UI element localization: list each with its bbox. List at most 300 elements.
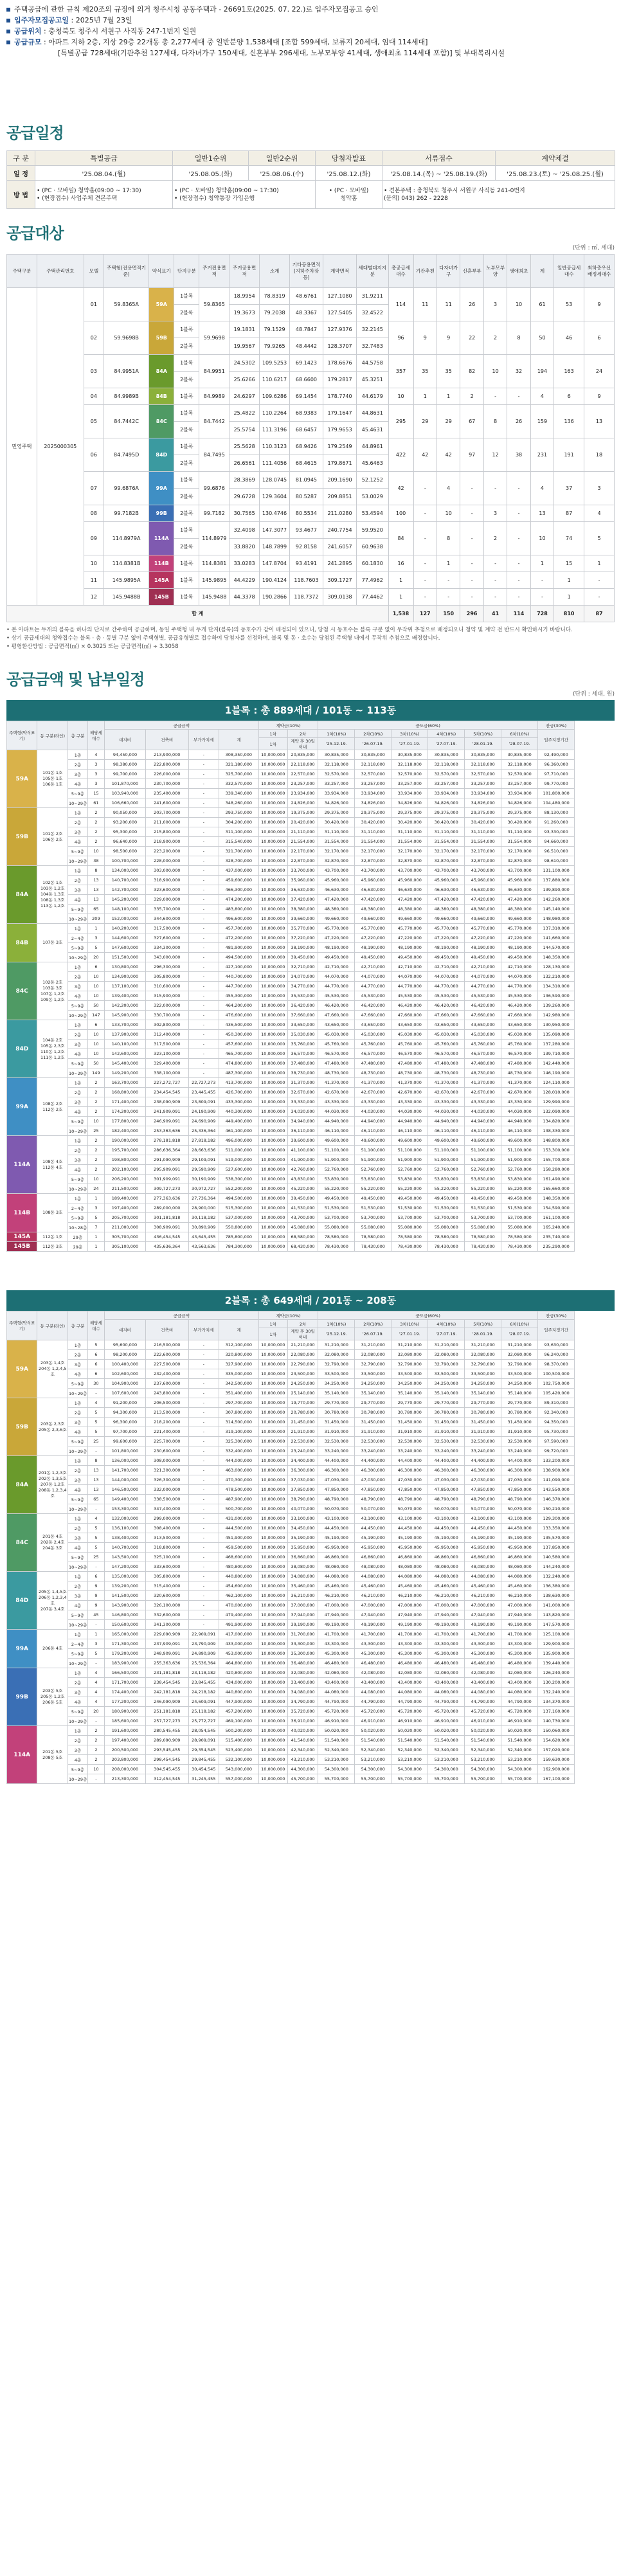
subtotal-area: 147.8704 xyxy=(260,555,290,572)
common-area: 44.4229 xyxy=(230,572,260,589)
special-units: 38 xyxy=(507,438,530,472)
pay-cell: 454,600,000 xyxy=(219,1581,258,1591)
pay-cell: 10,000,000 xyxy=(258,1097,287,1107)
pay-cell: 177,200,000 xyxy=(104,1697,145,1707)
pay-cell: 280,545,455 xyxy=(146,1726,188,1736)
notice-box xyxy=(0,0,621,59)
supply-row xyxy=(7,505,615,522)
pay-cell: 43,400,000 xyxy=(392,1678,428,1688)
pay-cell: 30,780,000 xyxy=(428,1408,465,1418)
pay-cell: 161,100,000 xyxy=(538,1213,575,1223)
pay-cell: 322,000,000 xyxy=(146,1001,188,1011)
pay-cell: 2 xyxy=(87,1155,104,1165)
pay-cell: 413,700,000 xyxy=(219,1078,258,1088)
pay-cell: 10 xyxy=(87,972,104,982)
pay-row xyxy=(7,1146,615,1155)
schedule-header-cell: 특별공급 xyxy=(35,151,173,166)
land-share: 45.6463 xyxy=(357,455,388,472)
pay-cell: 47,480,000 xyxy=(428,1059,465,1068)
pay-cell: 45,760,000 xyxy=(465,1040,501,1049)
pay-cell: 34,770,000 xyxy=(287,982,318,991)
pay-cell: 10,000,000 xyxy=(258,1418,287,1427)
pay-cell: 47,030,000 xyxy=(465,1475,501,1485)
total-units: 1 xyxy=(388,589,413,606)
special-units: 10 xyxy=(507,288,530,321)
common-area: 30.7565 xyxy=(230,505,260,522)
pay-cell: 139,440,000 xyxy=(538,1659,575,1668)
special-units: 8 xyxy=(437,522,460,555)
pay-cell: 3층 xyxy=(68,1688,87,1697)
pay-cell: 320,600,000 xyxy=(146,1591,188,1601)
pay-cell: 30,190,909 xyxy=(188,1175,219,1184)
pay-cell: 61 xyxy=(87,798,104,808)
pay-cell: 39,660,000 xyxy=(287,914,318,924)
pay-cell: 45,300,000 xyxy=(318,1649,355,1659)
house-size: 145.9895A xyxy=(104,572,148,589)
pay-cell: 203,800,000 xyxy=(104,1755,145,1765)
pay-cell: 53,210,000 xyxy=(465,1755,501,1765)
pay-cell: 47,940,000 xyxy=(501,1610,538,1620)
pay-h-d3: '27.01.19. xyxy=(392,1328,428,1340)
pay-cell: - xyxy=(188,1020,219,1030)
pay-dong: 112동 1호 xyxy=(37,1232,68,1242)
pay-cell: 52,340,000 xyxy=(465,1745,501,1755)
lowest-floor-units: 9 xyxy=(584,288,615,321)
contract-area: 179.2817 xyxy=(323,372,357,388)
pay-cell: 10 xyxy=(87,1765,104,1774)
schedule-header-cell: 서류접수 xyxy=(382,151,496,166)
notice-location: 공급위치 : 충청북도 청주시 서원구 사직동 247-1번지 일원 xyxy=(6,26,615,37)
pay-cell: 31,554,000 xyxy=(465,837,501,847)
pay-cell: 135,000,000 xyxy=(104,1572,145,1581)
pay-cell: 41,370,000 xyxy=(355,1078,392,1088)
contract-area: 209.1690 xyxy=(323,472,357,489)
pay-cell: 215,800,000 xyxy=(146,827,188,837)
pay-cell: 2 xyxy=(87,1136,104,1146)
pay-cell: 481,900,000 xyxy=(219,943,258,953)
pay-cell: 9 xyxy=(87,1601,104,1610)
pay-cell: 537,000,000 xyxy=(219,1213,258,1223)
pay-cell: 95,730,000 xyxy=(538,1427,575,1437)
pay-cell: 45,960,000 xyxy=(318,876,355,885)
pay-cell: 2층 xyxy=(68,1408,87,1418)
pay-cell: 38,730,000 xyxy=(287,1068,318,1078)
pay-cell: 33,934,000 xyxy=(501,789,538,798)
pay-cell: 46,300,000 xyxy=(392,1466,428,1475)
subtotal-area: 129.3604 xyxy=(260,489,290,505)
pay-cell: 435,636,364 xyxy=(146,1242,188,1252)
pay-cell: 100,500,000 xyxy=(538,1369,575,1379)
pay-cell: 55,700,000 xyxy=(465,1774,501,1784)
pay-cell: 5~9층 xyxy=(68,1610,87,1620)
pay-cell: 44,080,000 xyxy=(428,1688,465,1697)
pay-cell: - xyxy=(188,1369,219,1379)
pay-cell: 44,080,000 xyxy=(465,1572,501,1581)
pay-cell: 43,400,000 xyxy=(465,1678,501,1688)
pay-cell: 47,030,000 xyxy=(318,1475,355,1485)
pay-cell: 42,710,000 xyxy=(355,962,392,972)
pay-cell: 312,454,545 xyxy=(146,1774,188,1784)
pay-cell: 45,720,000 xyxy=(465,1707,501,1716)
pay-cell: 5~9층 xyxy=(68,1553,87,1562)
exclusive-area: 145.9488 xyxy=(199,589,230,606)
pay-cell: 43,300,000 xyxy=(465,1639,501,1649)
general-units: 15 xyxy=(554,555,584,572)
pay-cell: 47,850,000 xyxy=(428,1485,465,1495)
pay-cell: 104,900,000 xyxy=(104,1379,145,1389)
pay-row xyxy=(7,962,615,972)
pay-row xyxy=(7,1755,615,1765)
bullet-icon xyxy=(6,30,10,33)
pay-cell: 129,300,000 xyxy=(538,1514,575,1524)
pay-cell: 46,110,000 xyxy=(465,1126,501,1136)
pay-cell: 48,790,000 xyxy=(355,1495,392,1504)
pay-cell: 45,760,000 xyxy=(501,1040,538,1049)
block-label: 2블록 xyxy=(174,422,199,438)
pay-cell: 51,100,000 xyxy=(465,1146,501,1155)
pay-cell: 43,330,000 xyxy=(392,1097,428,1107)
contract-area: 179.8671 xyxy=(323,455,357,472)
pay-cell: 32,080,000 xyxy=(392,1350,428,1360)
pay-cell: 2 xyxy=(87,808,104,818)
supply-header-cell: 주택구분 xyxy=(7,255,37,288)
pay-cell: 36,480,000 xyxy=(287,1659,318,1668)
pay-cell: 29,845,455 xyxy=(188,1755,219,1765)
pay-cell: 47,420,000 xyxy=(318,895,355,905)
pay-row xyxy=(7,1726,615,1736)
pay-cell: 99,770,000 xyxy=(538,779,575,789)
short-type-badge: 84B xyxy=(149,388,174,405)
supply-row xyxy=(7,321,615,338)
pay-cell: 311,100,000 xyxy=(219,827,258,837)
pay-row xyxy=(7,808,615,818)
pay-cell: 32,790,000 xyxy=(392,1360,428,1369)
pay-cell: 31,110,000 xyxy=(501,827,538,837)
pay-cell: 328,700,000 xyxy=(219,856,258,866)
pay-cell: 139,710,000 xyxy=(538,1049,575,1059)
pay-cell: 50 xyxy=(87,1059,104,1068)
pay-cell: 51,900,000 xyxy=(355,1155,392,1165)
pay-cell: 10,000,000 xyxy=(258,856,287,866)
pay-cell: 45,720,000 xyxy=(392,1707,428,1716)
pay-cell: 34,080,000 xyxy=(287,1688,318,1697)
pay-cell: 480,800,000 xyxy=(219,1562,258,1572)
pay-cell: 3층 xyxy=(68,885,87,895)
schedule-header-cell: 일반1순위 xyxy=(173,151,249,166)
pay-cell: - xyxy=(188,1389,219,1398)
pay-cell: 53,210,000 xyxy=(355,1755,392,1765)
pay-cell: 527,600,000 xyxy=(219,1165,258,1175)
pay-cell: 10,000,000 xyxy=(258,1581,287,1591)
pay-cell: 41,700,000 xyxy=(318,1630,355,1639)
pay-cell: 44,940,000 xyxy=(392,1117,428,1126)
pay-cell: 37,000,000 xyxy=(287,1601,318,1610)
pay-cell: 10,000,000 xyxy=(258,1040,287,1049)
special-units: 42 xyxy=(413,438,437,472)
pay-cell: 22,530,000 xyxy=(287,1437,318,1446)
pay-h-c2sub: 계약 후 30일 이내 xyxy=(287,738,318,750)
pay-cell: 51,530,000 xyxy=(501,1203,538,1213)
pay-cell: 2 xyxy=(87,1726,104,1736)
pay-cell: 433,300,000 xyxy=(219,1097,258,1107)
lowest-floor-units: 18 xyxy=(584,438,615,472)
pay-cell: 44,940,000 xyxy=(465,1117,501,1126)
general-units: 1 xyxy=(554,589,584,606)
pay-h-c2: 2차 xyxy=(287,1320,318,1328)
pay-cell: 206,500,000 xyxy=(146,1398,188,1408)
pay-cell: 49,660,000 xyxy=(318,914,355,924)
pay-cell: 3층 xyxy=(68,827,87,837)
common-area: 26.6561 xyxy=(230,455,260,472)
pay-cell: 46,480,000 xyxy=(501,1659,538,1668)
pay-cell: 48,380,000 xyxy=(355,905,392,914)
special-units: - xyxy=(413,505,437,522)
pay-cell: 46,860,000 xyxy=(501,1553,538,1562)
pay-cell: 298,454,545 xyxy=(146,1755,188,1765)
model-no: 07 xyxy=(84,472,104,505)
pay-cell: 36,110,000 xyxy=(287,1126,318,1136)
pay-cell: 10~29층 xyxy=(68,1184,87,1194)
pay-cell: 141,500,000 xyxy=(104,1591,145,1601)
pay-cell: - xyxy=(188,943,219,953)
pay-cell: 133,200,000 xyxy=(538,1456,575,1466)
pay-cell: 1층 xyxy=(68,1398,87,1408)
pay-cell: 132,090,000 xyxy=(538,1107,575,1117)
pay-cell: 312,100,000 xyxy=(219,1340,258,1350)
pay-cell: 13 xyxy=(87,885,104,895)
pay-cell: 52,760,000 xyxy=(318,1165,355,1175)
pay-cell: 49,600,000 xyxy=(465,1136,501,1146)
pay-cell: 305,700,000 xyxy=(104,1232,145,1242)
special-units: 1 xyxy=(437,388,460,405)
pay-cell: 31,110,000 xyxy=(428,827,465,837)
pay-row xyxy=(7,1620,615,1630)
other-area: 48.7847 xyxy=(289,321,323,338)
pay-cell: 50,020,000 xyxy=(428,1726,465,1736)
pay-cell: - xyxy=(87,1659,104,1668)
supply-header-cell: 생애최초 xyxy=(507,255,530,288)
pay-row xyxy=(7,1707,615,1716)
supply-title: 공급대상 xyxy=(6,224,64,242)
pay-cell: 25 xyxy=(87,1437,104,1446)
pay-cell: 42,670,000 xyxy=(501,1088,538,1097)
pay-cell: 35,960,000 xyxy=(287,876,318,885)
pay-cell: 2층 xyxy=(68,1146,87,1155)
pay-h-floor: 층 구분 xyxy=(68,721,87,750)
pay-cell: 48,080,000 xyxy=(501,1562,538,1572)
pay-cell: 10~29층 xyxy=(68,1126,87,1136)
pay-cell: 41,700,000 xyxy=(465,1630,501,1639)
pay-h-m5: 5차(10%) xyxy=(465,1320,501,1328)
pay-cell: 2~4층 xyxy=(68,1203,87,1213)
pay-row xyxy=(7,1678,615,1688)
other-area: 93.4677 xyxy=(289,522,323,539)
pay-cell: 10,000,000 xyxy=(258,1601,287,1610)
schedule-method: • (PC · 모바일) 청약홈(09:00 ~ 17:30) • (현장접수) 사업주체 견본주택 xyxy=(35,181,173,209)
pay-cell: 37,940,000 xyxy=(287,1610,318,1620)
pay-cell: 29,770,000 xyxy=(392,1398,428,1408)
pay-cell: 41,700,000 xyxy=(501,1630,538,1639)
special-units: 11 xyxy=(413,288,437,321)
pay-cell: 10,000,000 xyxy=(258,1485,287,1495)
special-units: - xyxy=(413,472,437,505)
land-share: 53.4594 xyxy=(357,505,388,522)
subtotal-area: 130.4746 xyxy=(260,505,290,522)
common-area: 25.6266 xyxy=(230,372,260,388)
pay-cell: 144,600,000 xyxy=(104,933,145,943)
pay-cell: 45,530,000 xyxy=(501,991,538,1001)
pay-cell: 44,080,000 xyxy=(465,1688,501,1697)
pay-cell: 10,000,000 xyxy=(258,1524,287,1533)
pay-row xyxy=(7,1533,615,1543)
pay-cell: 19,770,000 xyxy=(287,1398,318,1408)
contract-area: 240.7754 xyxy=(323,522,357,539)
pay-cell: 163,700,000 xyxy=(104,1078,145,1088)
pay-cell: 10~29층 xyxy=(68,953,87,962)
pay-cell: 32,790,000 xyxy=(355,1360,392,1369)
pay-row xyxy=(7,1184,615,1194)
pay-cell: 335,000,000 xyxy=(219,1369,258,1379)
total-value: 41 xyxy=(483,606,507,622)
subtotal-area: 128.0745 xyxy=(260,472,290,489)
pay-cell: 305,800,000 xyxy=(146,1572,188,1581)
pay-cell: 45,720,000 xyxy=(501,1707,538,1716)
pay-cell: 143,550,000 xyxy=(538,1485,575,1495)
pay-cell: - xyxy=(188,895,219,905)
pay-cell: 10,000,000 xyxy=(258,779,287,789)
pay-cell: 46,420,000 xyxy=(355,1001,392,1011)
pay-cell: - xyxy=(188,1543,219,1553)
pay-cell: 10,000,000 xyxy=(258,1774,287,1784)
pay-cell: 142,980,000 xyxy=(538,1011,575,1020)
schedule-date: '25.08.23.(토) ~ '25.08.25.(월) xyxy=(496,166,615,181)
pay-cell: 457,700,000 xyxy=(219,924,258,933)
special-units: - xyxy=(437,572,460,589)
pay-cell: 131,100,000 xyxy=(538,866,575,876)
general-units: 37 xyxy=(554,472,584,505)
other-area: 92.8158 xyxy=(289,539,323,555)
pay-cell: 48,380,000 xyxy=(428,905,465,914)
pay-cell: 98,610,000 xyxy=(538,856,575,866)
land-share: 44.8961 xyxy=(357,438,388,455)
pay-cell: 36,860,000 xyxy=(287,1553,318,1562)
special-units: 29 xyxy=(413,405,437,438)
pay-cell: 154,590,000 xyxy=(538,1203,575,1213)
house-size: 145.9488B xyxy=(104,589,148,606)
special-units: 194 xyxy=(530,355,554,388)
pay-cell: 33,934,000 xyxy=(318,789,355,798)
pay-cell: 13 xyxy=(87,1485,104,1495)
pay-type-badge: 99A xyxy=(7,1078,37,1136)
pay-cell: 152,000,000 xyxy=(104,914,145,924)
supply-header-cell: 모델 xyxy=(84,255,104,288)
pay-cell: 455,300,000 xyxy=(219,991,258,1001)
pay-cell: 48,190,000 xyxy=(428,943,465,953)
pay-cell: 10~29층 xyxy=(68,798,87,808)
pay-cell: 30,454,545 xyxy=(188,1765,219,1774)
pay-cell: 44,080,000 xyxy=(318,1688,355,1697)
pay-cell: 68,430,000 xyxy=(287,1242,318,1252)
pay-cell: 332,000,000 xyxy=(146,1485,188,1495)
pay-cell: 10~29층 xyxy=(68,1446,87,1456)
subtotal-area: 190.2866 xyxy=(260,589,290,606)
contract-area: 179.1647 xyxy=(323,405,357,422)
land-share: 44.6179 xyxy=(357,388,388,405)
pay-cell: 552,200,000 xyxy=(219,1184,258,1194)
pay-cell: 35,190,000 xyxy=(287,1533,318,1543)
pay-cell: 136,590,000 xyxy=(538,991,575,1001)
pay-cell: - xyxy=(188,953,219,962)
pay-cell: 10,000,000 xyxy=(258,1765,287,1774)
block-label: 2블록 xyxy=(174,505,199,522)
pay-cell: 44,030,000 xyxy=(318,1107,355,1117)
pay-row xyxy=(7,1088,615,1097)
notice-scale: 공급규모 : 아파트 지하 2층, 지상 29층 22개동 총 2,277세대 중 일반분양 1,538세대 [조합 599세대, 보류지 20세대, 임대 114세대] xyxy=(6,37,615,48)
pay-h-d5: '28.01.19. xyxy=(465,738,501,750)
pay-cell: 38,380,000 xyxy=(287,905,318,914)
total-value: 810 xyxy=(554,606,584,622)
land-share: 77.4962 xyxy=(357,572,388,589)
pay-cell: 230,700,000 xyxy=(146,779,188,789)
total-units: 16 xyxy=(388,555,413,572)
pay-cell: 4 xyxy=(87,1678,104,1688)
pay-row xyxy=(7,856,615,866)
pay-cell: 48,790,000 xyxy=(318,1495,355,1504)
total-value: 296 xyxy=(460,606,483,622)
pay-cell: 24 xyxy=(87,1184,104,1194)
pay-cell: 190,000,000 xyxy=(104,1136,145,1146)
pay-cell: 301,909,091 xyxy=(146,1175,188,1184)
pay-cell: 10,000,000 xyxy=(258,1049,287,1059)
pay-cell: 515,400,000 xyxy=(219,1736,258,1745)
subtotal-area: 109.5253 xyxy=(260,355,290,372)
pay-cell: 42,710,000 xyxy=(428,962,465,972)
short-type-badge: 145A xyxy=(149,572,174,589)
block2-banner: 2블록 : 총 649세대 / 201동 ~ 208동 xyxy=(6,1290,615,1311)
pay-row xyxy=(7,1213,615,1223)
pay-cell: 45,030,000 xyxy=(392,1030,428,1040)
pay-cell: 45,030,000 xyxy=(318,1030,355,1040)
pay-cell: 45,530,000 xyxy=(465,991,501,1001)
pay-cell: 10,000,000 xyxy=(258,1078,287,1088)
pay-cell: 41,370,000 xyxy=(392,1078,428,1088)
special-units: - xyxy=(460,555,483,572)
pay-row xyxy=(7,1059,615,1068)
total-label: 합 계 xyxy=(7,606,389,622)
pay-cell: 37,480,000 xyxy=(287,1059,318,1068)
pay-cell: 222,600,000 xyxy=(146,1350,188,1360)
pay-cell: 135,570,000 xyxy=(538,1533,575,1543)
total-value: 150 xyxy=(437,606,460,622)
block-label: 2블록 xyxy=(174,305,199,321)
pay-cell: 46,110,000 xyxy=(355,1126,392,1136)
pay-cell: 5~9층 xyxy=(68,1765,87,1774)
pay-row xyxy=(7,1408,615,1418)
pay-cell: 144,000,000 xyxy=(104,1475,145,1485)
pay-cell: 5~9층 xyxy=(68,1175,87,1184)
pay-cell: 78,430,000 xyxy=(501,1242,538,1252)
pay-cell: 31,210,000 xyxy=(392,1340,428,1350)
pay-cell: 46,420,000 xyxy=(392,1001,428,1011)
pay-row xyxy=(7,1001,615,1011)
special-units: 11 xyxy=(437,288,460,321)
pay-cell: 52,760,000 xyxy=(501,1165,538,1175)
pay-cell: 180,900,000 xyxy=(104,1707,145,1716)
pay-cell: 2 xyxy=(87,1165,104,1175)
pay-row xyxy=(7,1543,615,1553)
pay-cell: 48,080,000 xyxy=(465,1562,501,1572)
house-size: 59.9698B xyxy=(104,321,148,355)
